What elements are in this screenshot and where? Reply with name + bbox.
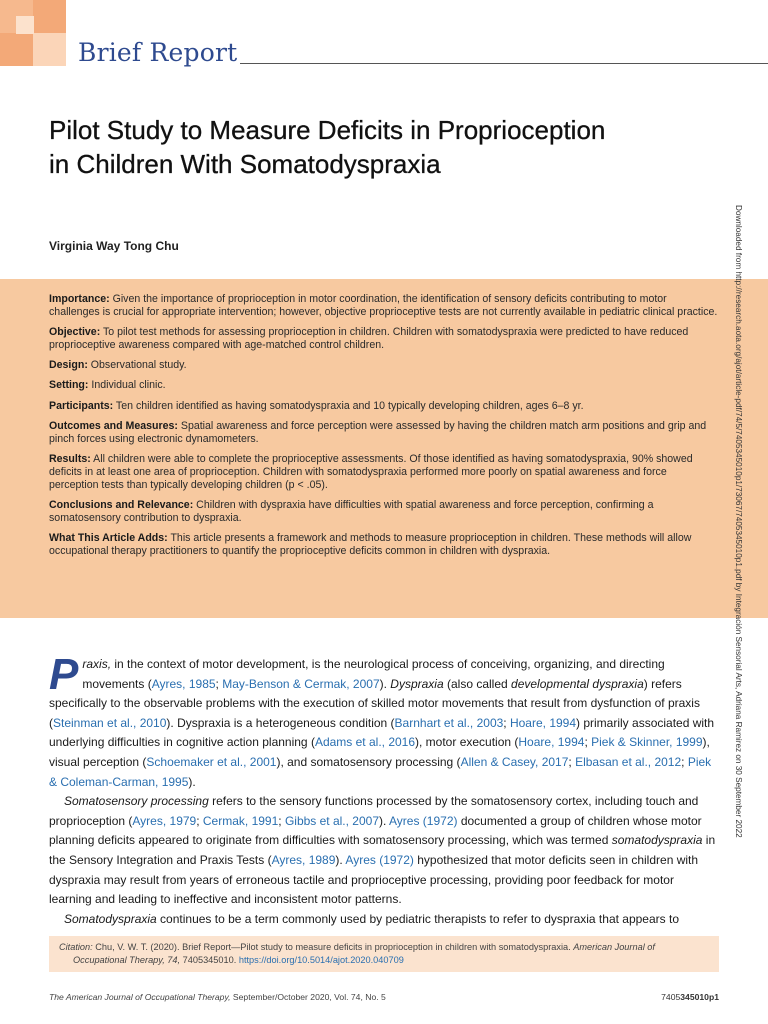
abstract-results [49, 453, 719, 491]
emphasis-text: somatodyspraxia [611, 833, 703, 848]
section-divider [240, 63, 768, 64]
abstract-importance [49, 293, 719, 319]
footer-journal-info [49, 992, 386, 1002]
reference-link[interactable]: Ayres, 1979 [132, 813, 197, 828]
body-text-run: in the context of motor development, is the neurological process of conceiving, organizing, and directing movements ( [82, 657, 665, 691]
body-paragraph [49, 792, 719, 910]
abstract-label: Outcomes and Measures: [49, 420, 178, 433]
abstract-text: Ten children identified as having somatodyspraxia and 10 typically developing children, ages 6–8 yr. [113, 399, 584, 412]
abstract-text: To pilot test methods for assessing proprioception in children. Children with somatodyspraxia were predicted to have reduced proprioceptive awareness compared with age-matched control children. [49, 326, 689, 351]
abstract-setting [49, 379, 719, 392]
body-text-run: ). [335, 852, 346, 867]
reference-link[interactable]: May-Benson & Cermak, 2007 [222, 676, 380, 691]
body-text-run: ). [188, 774, 196, 789]
emphasis-text: developmental dyspraxia [511, 676, 644, 691]
body-text-run: ). Dyspraxia is a heterogeneous condition ( [166, 715, 395, 730]
abstract-outcomes [49, 420, 719, 446]
reference-link[interactable]: Ayres (1972) [389, 813, 458, 828]
abstract-label: Objective: [49, 326, 101, 339]
abstract-label: What This Article Adds: [49, 532, 168, 545]
abstract-design [49, 359, 719, 372]
body-text-run: in the Sensory Integration and Praxis Tests ( [49, 833, 716, 867]
body-text-run: ; [568, 754, 576, 769]
body-text-run: documented a group of children whose motor planning deficits appeared to originate from difficulties with somatosensory processing, which was termed [49, 813, 702, 848]
citation-text: Chu, V. W. T. (2020). Brief Report—Pilot study to measure deficits in proprioception in children with somatodyspraxia. [92, 942, 574, 952]
abstract-content [49, 293, 719, 565]
body-text-run: ; [278, 813, 285, 828]
emphasis-text: Somatosensory processing [64, 794, 209, 809]
logo-square [33, 33, 66, 66]
journal-corner-logo [0, 0, 66, 66]
body-text-run: ). [379, 676, 391, 691]
body-text-run: ) refers specifically to the observable problems with the execution of skilled motor movements that result from dysfunction of praxis ( [49, 676, 700, 730]
body-text-run: hypothesized that motor deficits seen in children with dyspraxia may result from years of erroneous tactile and proprioceptive processing, providing poor feedback for motor learning and leading to ineffective and inconsistent motor patterns. [49, 852, 699, 907]
page-id: 345010p1 [680, 992, 719, 1002]
abstract-what-this-adds [49, 532, 719, 558]
body-text-run: ), motor execution ( [415, 735, 519, 750]
abstract-text: Observational study. [87, 359, 187, 372]
reference-link[interactable]: Elbasan et al., 2012 [575, 754, 682, 769]
abstract-label: Conclusions and Relevance: [49, 499, 194, 512]
abstract-label: Importance: [49, 293, 110, 305]
abstract-label: Results: [49, 453, 91, 466]
abstract-conclusions [49, 499, 719, 525]
reference-link[interactable]: Ayres, 1985 [151, 676, 216, 691]
abstract-participants [49, 400, 719, 413]
body-text-run: ). [379, 813, 390, 828]
reference-link[interactable]: Ayres (1972) [345, 852, 414, 867]
body-text-run: ; [215, 676, 223, 691]
emphasis-text: Somatodyspraxia [64, 911, 157, 926]
body-text-run: ; [681, 754, 688, 769]
body-text-run: ), and somatosensory processing ( [276, 754, 461, 769]
abstract-text: This article presents a framework and methods to measure proprioception in children. These methods will allow occupational therapy practitioners to quantify the proprioceptive deficits common in children with dyspraxia. [49, 532, 692, 557]
article-body [49, 650, 719, 929]
abstract-text: Children with dyspraxia have difficulties with spatial awareness and force perception, confirming a somatosensory contribution to dyspraxia. [49, 499, 654, 524]
body-text-run: ) primarily associated with underlying difficulties in cognitive action planning ( [49, 715, 715, 750]
citation-text: 7405345010. [180, 955, 239, 965]
abstract-text: Spatial awareness and force perception were assessed by having the children match arm positions and grip and pinch forces using electronic dynamometers. [49, 420, 707, 445]
doi-link[interactable]: https://doi.org/10.5014/ajot.2020.040709 [238, 955, 404, 965]
section-label: Brief Report [78, 38, 238, 67]
article-author: Virginia Way Tong Chu [49, 239, 179, 253]
body-text-run: (also called [443, 676, 512, 691]
reference-link[interactable]: Gibbs et al., 2007 [284, 813, 379, 828]
reference-link[interactable]: Schoemaker et al., 2001 [146, 754, 277, 769]
footer-page-number [661, 992, 719, 1002]
reference-link[interactable]: Adams et al., 2016 [314, 735, 416, 750]
footer-journal-name: The American Journal of Occupational Therapy, [49, 992, 231, 1002]
download-note-text: Downloaded from http://research.aota.org/ajot/article-pdf/74/5/7405345010p1/73067/7405345010p1.pdf by Integración Sensorial Arts, Adriana Ramirez on 30 September 2022 [734, 205, 743, 838]
body-text-run: refers to the sensory functions processed by the somatosensory cortex, including touch and proprioception ( [49, 794, 699, 828]
body-text-run: ; [584, 735, 592, 750]
citation-journal: Occupational Therapy, 74, [73, 955, 181, 965]
abstract-objective [49, 326, 719, 352]
download-watermark [732, 205, 746, 838]
emphasis-text: Dyspraxia [390, 676, 444, 691]
drop-cap: P [49, 650, 79, 699]
logo-square [16, 16, 34, 34]
abstract-text: Given the importance of proprioception in motor coordination, the identification of sensory deficits contributing to motor challenges is crucial for appropriate intervention; however, objective proprioceptive tests are not currently available in pediatric clinical practice. [49, 293, 718, 318]
citation-box [49, 936, 719, 972]
footer-issue: September/October 2020, Vol. 74, No. 5 [230, 992, 386, 1002]
reference-link[interactable]: Steinman et al., 2010 [53, 715, 167, 730]
abstract-label: Setting: [49, 379, 89, 392]
citation-continuation [59, 954, 709, 967]
reference-link[interactable]: Allen & Casey, 2017 [460, 754, 569, 769]
reference-link[interactable]: Piek & Skinner, 1999 [591, 735, 703, 750]
reference-link[interactable]: Hoare, 1994 [509, 715, 577, 730]
reference-link[interactable]: Piek & Coleman-Carman, 1995 [49, 754, 712, 789]
body-text-run: ), visual perception ( [49, 735, 710, 769]
abstract-label: Participants: [49, 399, 114, 412]
body-text-run: ; [503, 715, 510, 730]
reference-link[interactable]: Barnhart et al., 2003 [394, 715, 504, 730]
abstract-label: Design: [49, 359, 88, 372]
reference-link[interactable]: Ayres, 1989 [271, 852, 336, 867]
article-title: Pilot Study to Measure Deficits in Proprioception in Children With Somatodyspraxia [49, 115, 606, 179]
reference-link[interactable]: Hoare, 1994 [518, 735, 585, 750]
abstract-text: Individual clinic. [88, 379, 166, 392]
emphasis-text: raxis, [82, 657, 112, 671]
abstract-text: All children were able to complete the proprioceptive assessments. Of those identified as having somatodyspraxia, 90% showed deficits in at least one area of proprioception. Children with somatodyspraxia performed more poorly on spatial awareness and force perception tests than typically developing children (p < .05). [49, 453, 693, 491]
reference-link[interactable]: Cermak, 1991 [202, 813, 279, 828]
body-paragraph [49, 650, 719, 792]
citation-journal: American Journal of [573, 942, 655, 952]
body-paragraph [49, 910, 719, 930]
body-text-run: ; [196, 813, 203, 828]
citation-lead: Citation: [59, 942, 93, 952]
page-prefix: 7405 [661, 992, 681, 1002]
body-text-run: continues to be a term commonly used by pediatric therapists to refer to dyspraxia that appears to [156, 911, 679, 926]
